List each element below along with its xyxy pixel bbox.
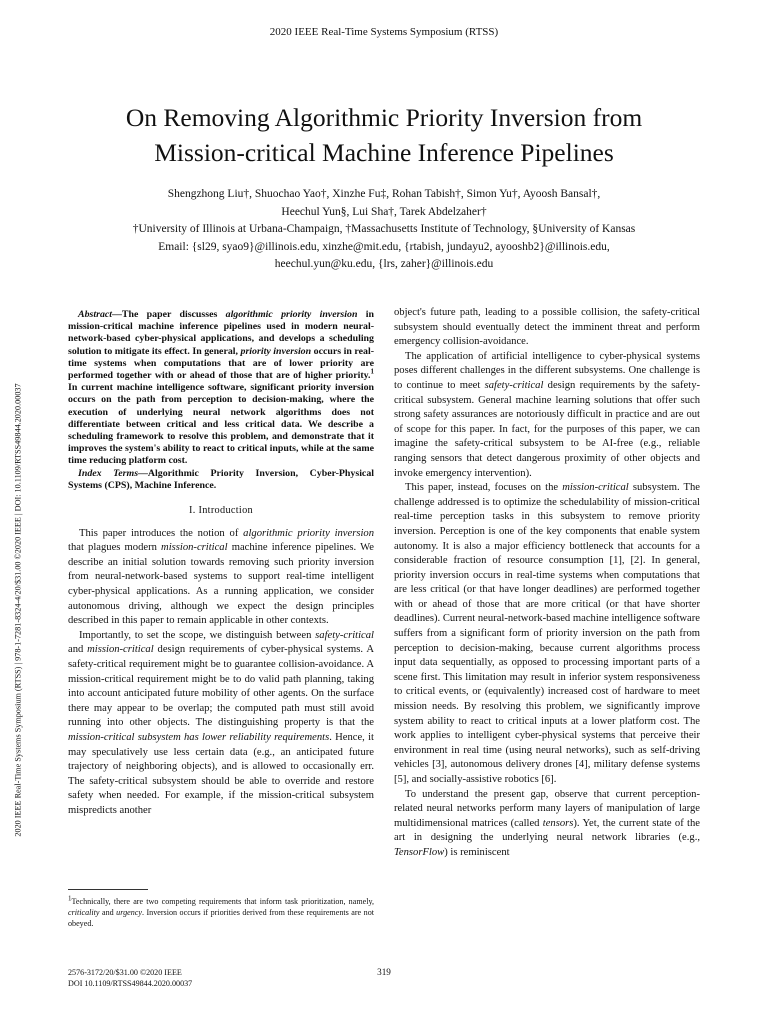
footnote-rule [68, 889, 148, 890]
footnote-ref: 1 [370, 367, 374, 376]
text: ) is reminiscent [444, 846, 510, 858]
affiliations: †University of Illinois at Urbana-Champaign, †Massachusetts Institute of Technology, §University of Kansas [132, 223, 636, 235]
footer-issn: 2576-3172/20/$31.00 ©2020 IEEE [68, 968, 182, 977]
emph: algorithmic priority inversion [243, 527, 374, 539]
body-paragraph [394, 481, 700, 787]
section-heading: I. Introduction [189, 505, 253, 517]
body-paragraph [394, 306, 700, 350]
body-paragraph [68, 527, 374, 629]
emph: mission-critical [161, 542, 228, 554]
emph: tensors [542, 817, 574, 829]
body-paragraph [394, 350, 700, 481]
emph: TensorFlow [394, 846, 445, 858]
abstract-text: in mission-critical machine inference pipelines used in modern neural-network-based cyber-physical applications, and develops a scheduling solution to mitigate its effect. In general, [68, 309, 374, 357]
paper-title [40, 100, 728, 170]
text: Technically, there are two competing requirements that inform task prioritization, namely, [71, 897, 374, 906]
abstract-text: occurs in real-time systems when computations that are of lower priority are performed together with or ahead of those that are of higher priority. [68, 345, 374, 382]
abstract [68, 309, 374, 492]
text: and [99, 908, 117, 917]
right-column [394, 306, 700, 861]
text: design requirements by the safety-critical subsystem. General machine learning solutions that offer such strong safety assurances are notoriously difficult in practice and are out of scope for this paper. In fact, for the purposes of this paper, we can imagine the safety-critical subsystem to be AI-free (e.g., reliable ranging sensors that detect dangerous proximity of other objects and invoke emergency intervention). [394, 379, 701, 479]
index-terms-label: Index Terms [78, 467, 139, 479]
text: that plagues modern [68, 542, 162, 554]
index-terms-text: —Algorithmic Priority Inversion, Cyber-Physical Systems (CPS), Machine Inference. [68, 467, 374, 491]
abstract-text: —The paper discusses [112, 309, 226, 320]
text: design requirements of cyber-physical systems. A safety-critical requirement might be to guarantee collision-avoidance. A mission-critical requirement might be to do valid path planning, taking into account anticipated future mobility of other agents. On the surface there may appear to be overlap; the computed path must still avoid running into other objects. The distinguishing property is that the [68, 644, 374, 729]
emph: mission-critical [562, 482, 629, 494]
body-paragraph [394, 788, 700, 861]
conference-header: 2020 IEEE Real-Time Systems Symposium (RTSS) [269, 26, 499, 38]
author-block [40, 186, 728, 274]
email-line-2: heechul.yun@ku.edu, {lrs, zaher}@illinois.edu [274, 258, 494, 270]
text: subsystem. The challenge addressed is to optimize the schedulability of mission-critical real-time perception tasks in this subsystem to remove priority inversion. Perception is one of the key components that enable system autonomy. It is also a major efficiency bottleneck that accounts for a considerable fraction of resource consumption [1], [2]. In general, priority inversion occurs in real-time systems when computations that are less critical (or that have longer deadlines) are performed together with or ahead of those that are more critical (or that have shorter deadlines). Current neural-network-based machine intelligence software suffers from a significant form of priority inversion on the path from perception to decision-making, because current algorithms process input data sequentially, as opposed to processing important parts of a scene first. This limitation may result in inferior system responsiveness to critical events, or (equivalently) increased cost of hardware to meet mission needs. By resolving this problem, we significantly improve system ability to react to critical inputs at a lower platform cost. The work applies to intelligent cyber-physical systems that perceive their environment in real time (using neural networks), such as self-driving vehicles [3], autonomous delivery drones [4], military defense systems [5], and socially-assistive robotics [6]. [394, 482, 701, 785]
page-number: 319 [377, 967, 391, 977]
authors-line-2: Heechul Yun§, Lui Sha†, Tarek Abdelzaher† [281, 205, 487, 218]
body-paragraph [68, 629, 374, 819]
emph: safety-critical [315, 629, 374, 641]
title-line-2: Mission-critical Machine Inference Pipelines [154, 138, 614, 167]
text: This paper, instead, focuses on the [405, 482, 563, 494]
abstract-label: Abstract [78, 309, 113, 320]
emph: mission-critical subsystem has lower reliability requirements [68, 731, 330, 743]
abstract-text: In current machine intelligence software, significant priority inversion occurs on the path from perception to decision-making, where the execution of underlying neural network algorithms does not differentiate between critical and less critical data. We describe a scheduling framework to resolve this problem, and demonstrate that it improves the system's ability to react to critical inputs, while at the same time reducing platform cost. [68, 382, 374, 467]
text: machine inference pipelines. We describe an initial solution towards removing such priority inversion from neural-network-based systems to support real-time intelligent cyber-physical applications. As a running application, we consider autonomous driving, although we expect the design principles described in this paper to remain applicable in other contexts. [68, 542, 374, 627]
email-line-1: Email: {sl29, syao9}@illinois.edu, xinzhe@mit.edu, {rtabish, jundayu2, ayooshb2}@illinois.edu, [158, 240, 610, 253]
text: . Inversion occurs if priorities derived from these requirements are not obeyed. [68, 908, 374, 928]
emph: safety-critical [484, 379, 544, 391]
footnote-mark: 1 [68, 894, 72, 903]
side-doi-note: 2020 IEEE Real-Time Systems Symposium (RTSS) | 978-1-7281-8324-4/20/$31.00 ©2020 IEEE | DOI: 10.1109/RTSS49844.2020.00037 [13, 383, 23, 837]
text: ). Yet, the current state of the art in designing the underlying neural network libraries (e.g., [394, 817, 700, 844]
abstract-emph: algorithmic priority inversion [225, 309, 358, 320]
left-column [68, 309, 374, 819]
text: . Hence, it may speculatively use less certain data (e.g., an anticipated future trajectory of neighboring objects), and is allowed to occasionally err. The safety-critical subsystem should be able to override and restore safety when needed. For example, if the mission-critical subsystem mispredicts another [68, 731, 374, 816]
title-line-1: On Removing Algorithmic Priority Inversion from [125, 103, 643, 132]
abstract-emph: priority inversion [240, 345, 312, 357]
emph: urgency [116, 908, 142, 917]
text: and [68, 644, 88, 656]
emph: mission-critical [87, 644, 154, 656]
text: This paper introduces the notion of [79, 527, 244, 539]
footnote [68, 896, 374, 929]
authors-line-1: Shengzhong Liu†, Shuochao Yao†, Xinzhe Fu‡, Rohan Tabish†, Simon Yu†, Ayoosh Bansal†, [167, 188, 601, 200]
text: To understand the present gap, observe that current perception-related neural networks perform many layers of manipulation of large multidimensional matrices (called [394, 788, 700, 829]
abstract-paragraph [68, 309, 374, 468]
footer-doi: DOI 10.1109/RTSS49844.2020.00037 [68, 978, 193, 988]
emph: criticality [68, 908, 100, 917]
text: The application of artificial intelligence to cyber-physical systems poses different challenges in the different subsystems. One challenge is to continue to meet [394, 350, 700, 391]
index-terms [68, 468, 374, 492]
text: object's future path, leading to a possible collision, the safety-critical subsystem should eventually detect the imminent threat and perform emergency collision-avoidance. [394, 307, 700, 348]
text: Importantly, to set the scope, we distinguish between [79, 629, 316, 641]
